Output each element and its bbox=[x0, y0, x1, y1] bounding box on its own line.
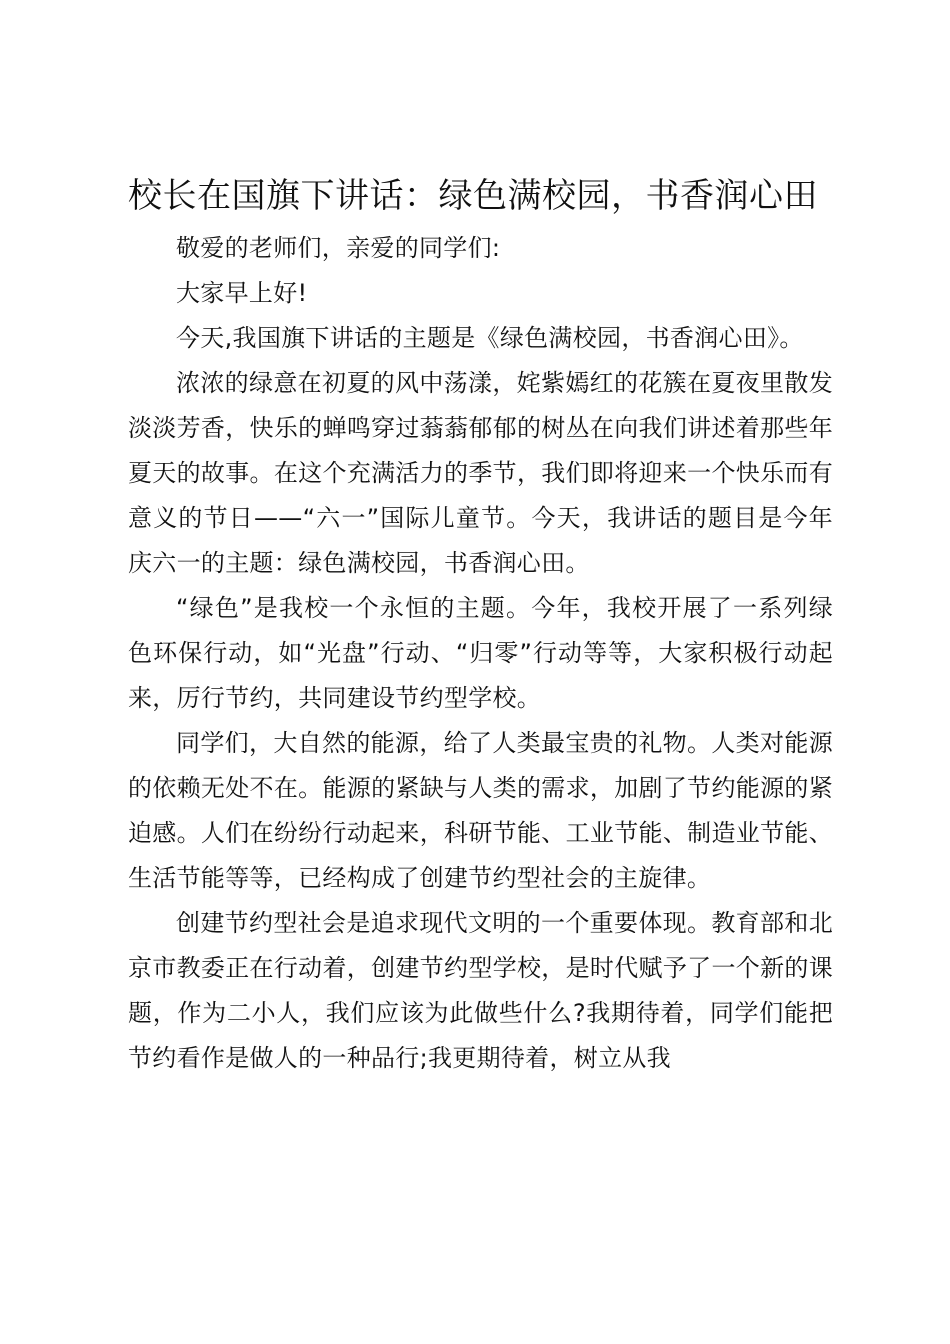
document-title: 校长在国旗下讲话：绿色满校园，书香润心田 bbox=[128, 176, 818, 216]
paragraph-energy: 同学们，大自然的能源，给了人类最宝贵的礼物。人类对能源的依赖无处不在。能源的紧缺与人类的需求，加剧了节约能源的紧迫感。人们在纷纷行动起来，科研节能、工业节能、制造业节能、生活节能等等，已经构成了创建节约型社会的主旋律。 bbox=[128, 729, 833, 892]
paragraph-salutation: 敬爱的老师们，亲爱的同学们: bbox=[176, 234, 501, 262]
paragraph-topic: 今天,我国旗下讲话的主题是《绿色满校园，书香润心田》。 bbox=[176, 324, 804, 352]
document-body bbox=[128, 226, 833, 1081]
paragraph-society: 创建节约型社会是追求现代文明的一个重要体现。教育部和北京市教委正在行动着，创建节约型学校，是时代赋予了一个新的课题，作为二小人，我们应该为此做些什么?我期待着，同学们能把节约看作是做人的一种品行;我更期待着，树立从我 bbox=[128, 909, 833, 1072]
paragraph-greeting: 大家早上好! bbox=[176, 279, 308, 307]
paragraph-summer: 浓浓的绿意在初夏的风中荡漾，姹紫嫣红的花簇在夏夜里散发淡淡芳香，快乐的蝉鸣穿过蓊蓊郁郁的树丛在向我们讲述着那些年夏天的故事。在这个充满活力的季节，我们即将迎来一个快乐而有意义的节日——“六一”国际儿童节。今天，我讲话的题目是今年庆六一的主题：绿色满校园，书香润心田。 bbox=[128, 369, 833, 577]
paragraph-green: “绿色”是我校一个永恒的主题。今年，我校开展了一系列绿色环保行动，如“光盘”行动、“归零”行动等等，大家积极行动起来，厉行节约，共同建设节约型学校。 bbox=[128, 594, 833, 712]
